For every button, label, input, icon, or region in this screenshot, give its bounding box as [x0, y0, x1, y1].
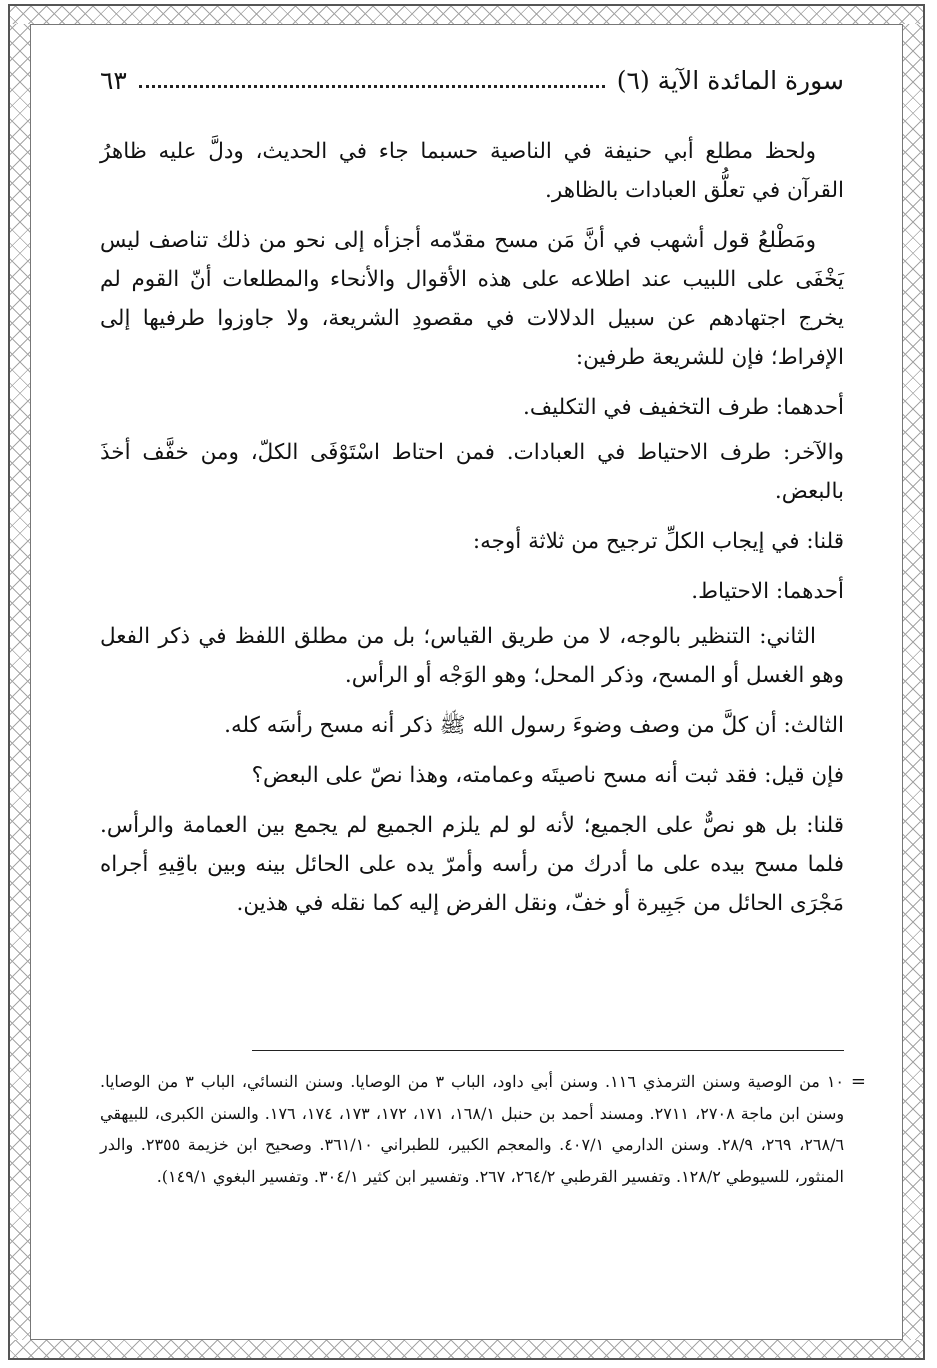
running-header	[100, 58, 844, 102]
page-number: ٦٣	[100, 65, 127, 95]
paragraph: أحدهما: طرف التخفيف في التكليف.	[523, 395, 844, 420]
header-title: سورة المائدة الآية (٦)	[616, 65, 844, 95]
page-content	[100, 58, 844, 934]
footnote	[100, 1066, 866, 1192]
paragraph: أحدهما: الاحتياط.	[691, 579, 844, 604]
header-dot-leader	[139, 85, 605, 88]
border-ornament-left	[10, 24, 30, 1340]
paragraph: ومَطْلعُ قول أشهب في أنَّ مَن مسح مقدّمه أجزأه إلى نحو من ذلك تناصف ليس يَخْفَى على اللبيب عند اطلاعه على هذه الأقوال والأنحاء والمطلعات أنّ القوم لم يخرج اجتهادهم عن سبيل الدلالات في مقصودِ الشريعة، ولا جاوزوا طرفيها إلى الإفراط؛ فإن للشريعة طرفين:	[100, 228, 844, 370]
border-ornament-right	[903, 24, 923, 1340]
paragraph: فإن قيل: فقد ثبت أنه مسح ناصيتَه وعمامته، وهذا نصّ على البعض؟	[251, 763, 844, 788]
paragraph: قلنا: في إيجاب الكلِّ ترجيح من ثلاثة أوجه:	[472, 529, 844, 554]
footnote-separator	[252, 1050, 844, 1051]
main-text	[100, 132, 844, 923]
paragraph: الثاني: التنظير بالوجه، لا من طريق القياس؛ بل من مطلق اللفظ في ذكر الفعل وهو الغسل أو المسح، وذكر المحل؛ وهو الوَجْه أو الرأس.	[100, 624, 844, 688]
paragraph: الثالث: أن كلَّ من وصف وضوءَ رسول الله ﷺ ذكر أنه مسح رأسَه كله.	[224, 713, 844, 738]
paragraph: ولحظ مطلع أبي حنيفة في الناصية حسبما جاء في الحديث، ودلَّ عليه ظاهرُ القرآن في تعلُّق العبادات بالظاهر.	[100, 139, 844, 203]
footnote-text: ١٠ من الوصية وسنن الترمذي ١١٦. وسنن أبي داود، الباب ٣ من الوصايا. وسنن النسائي، الباب ٣ من الوصايا. وسنن ابن ماجة ٢٧٠٨، ٢٧١١. ومسند أحمد بن حنبل ١٦٨/١، ١٧١، ١٧٢، ١٧٣، ١٧٤، ١٧٦. والسنن الكبرى، للبيهقي ٢٦٨/٦، ٢٦٩، ٢٨/٩. وسنن الدارمي ٤٠٧/١. والمعجم الكبير، للطبراني ٣٦١/١٠. وصحيح ابن خزيمة ٢٣٥٥. والدر المنثور، للسيوطي ١٢٨/٢. وتفسير القرطبي ٢٦٤/٢، ٢٦٧. وتفسير ابن كثير ٣٠٤/١. وتفسير البغوي ١٤٩/١).	[100, 1072, 845, 1186]
footnote-continuation-mark: =	[850, 1071, 866, 1092]
paragraph: قلنا: بل هو نصٌّ على الجميع؛ لأنه لو لم يلزم الجميع لم يجمع بين العمامة والرأس. فلما مسح بيده على ما أدرك من رأسه وأمرّ يده على الحائل بينه وبين باقِيهِ أجراه مَجْرَى الحائل من جَبِيرة أو خفّ، ونقل الفرض إليه كما نقله في هذين.	[100, 813, 844, 916]
border-ornament-bottom	[10, 1340, 923, 1358]
border-ornament-top	[10, 6, 923, 24]
paragraph: والآخر: طرف الاحتياط في العبادات. فمن احتاط اسْتَوْفَى الكلّ، ومن خفَّف أخذَ بالبعض.	[100, 440, 844, 504]
